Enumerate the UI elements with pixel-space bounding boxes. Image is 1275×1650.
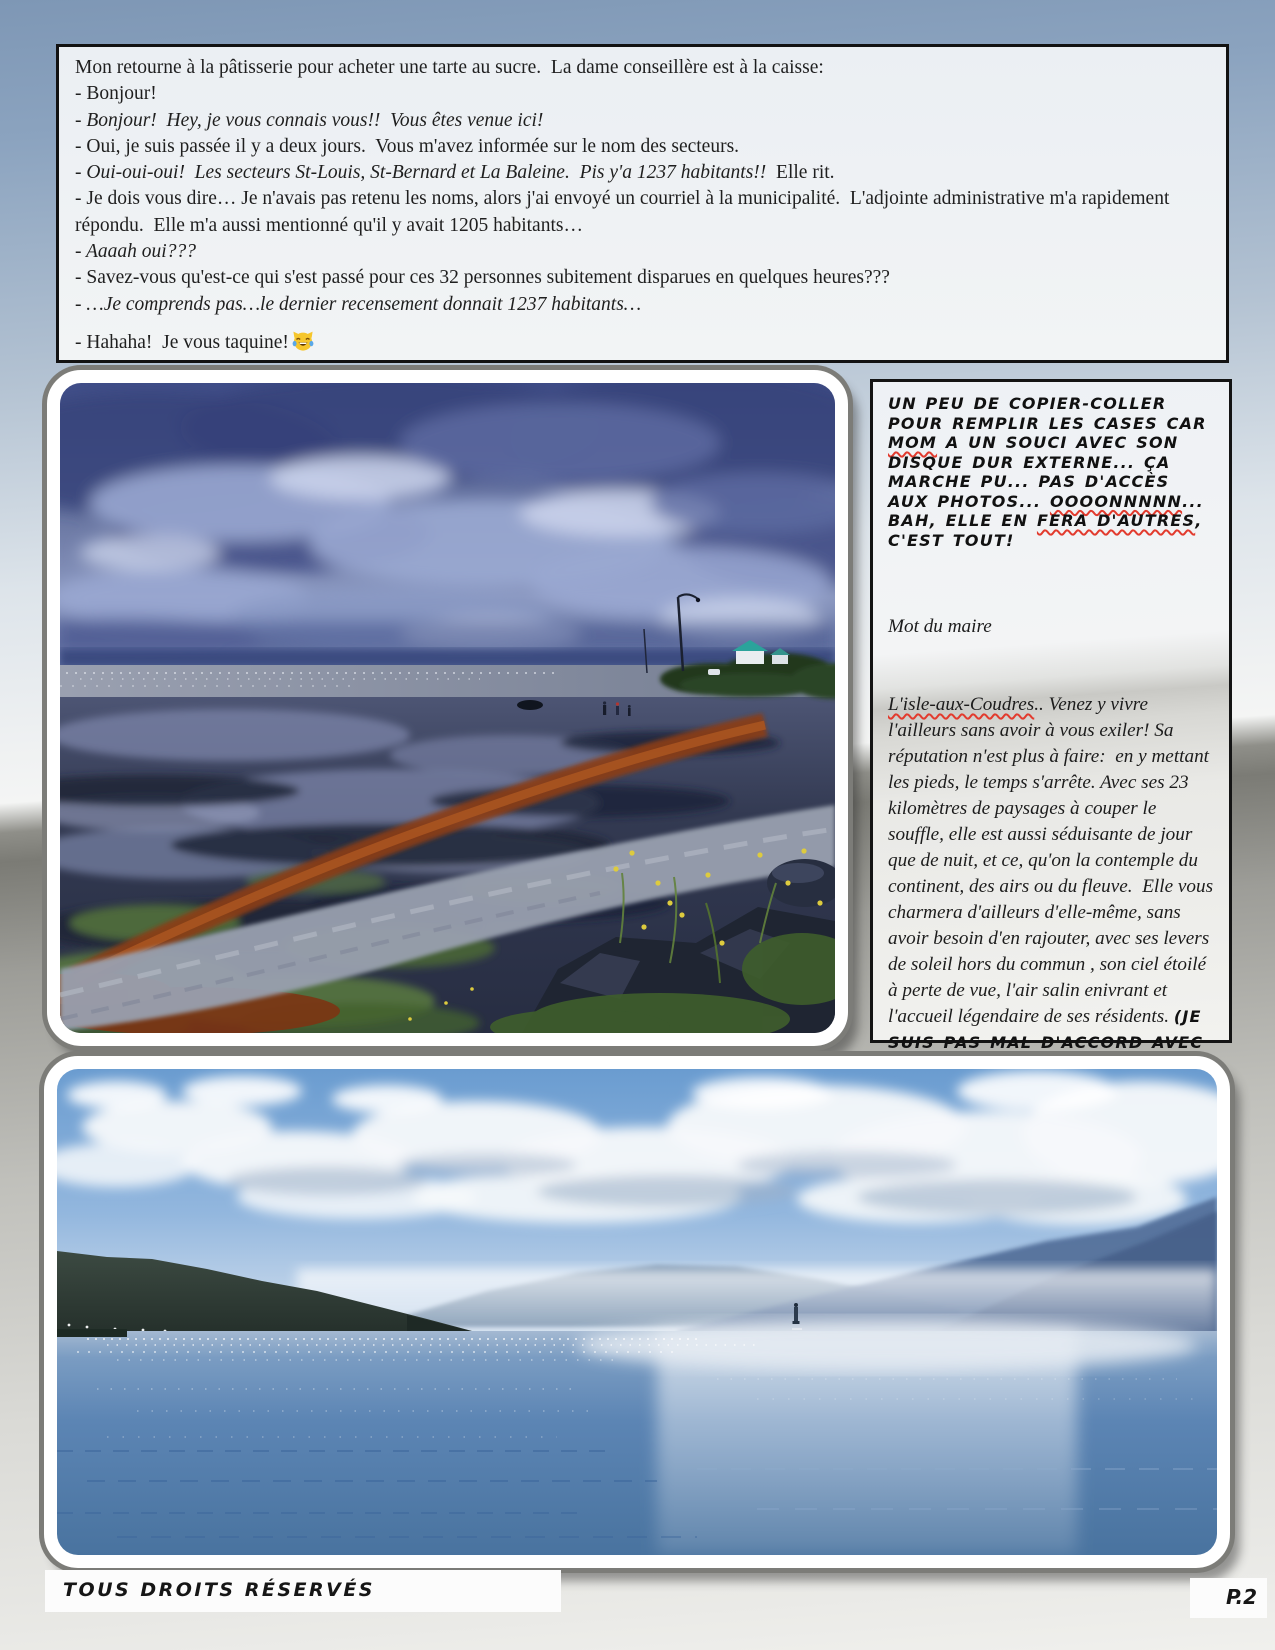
shore-photo-image <box>60 383 835 1033</box>
mayor-aside-comment: (JE SUIS PAS MAL D'ACCORD AVEC <box>888 1007 1204 1052</box>
fjord-photo-image <box>57 1069 1217 1555</box>
copyright-label: TOUS DROITS RÉSERVÉS <box>45 1570 561 1612</box>
island-name: L'isle-aux-Coudres <box>888 694 1035 715</box>
fjord-seascape-photo <box>44 1056 1230 1568</box>
shore-low-tide-photo <box>47 370 848 1046</box>
dialogue-lines <box>75 55 1210 356</box>
dialogue-line: - Bonjour! Hey, je vous connais vous!! Vous êtes venue ici! <box>75 109 544 131</box>
fjord-photo-scene <box>57 1069 1217 1555</box>
cat-joy-emoji <box>291 329 315 353</box>
mayor-word-section <box>888 562 1218 1135</box>
dialogue-line: - Aaaah oui??? <box>75 241 196 263</box>
mayor-word-title: Mot du maire <box>888 616 992 637</box>
note-text: UN PEU DE COPIER-COLLER POUR REMPLIR LES CASES CAR MOM A UN SOUCI AVEC SON DISQUE DUR EXTERNE... ÇA MARCHE PU... PAS D'ACCÈS AUX PHOTOS... OOOONNNNN... BAH, ELLE EN FERA D'AUTRES, C'EST TOUT! <box>888 394 1207 550</box>
dialogue-line: - Bonjour! <box>75 83 157 105</box>
dialogue-line: - Savez-vous qu'est-ce qui s'est passé pour ces 32 personnes subitement disparues en quelques heures??? <box>75 267 890 289</box>
dialogue-line: - …Je comprends pas…le dernier recensement donnait 1237 habitants… <box>75 293 642 315</box>
dialogue-line: - Je dois vous dire… Je n'avais pas retenu les noms, alors j'ai envoyé un courriel à la municipalité. L'adjointe administrative m'a rapidement répondu. Elle m'a aussi mentionné qu'il y avait 1205 habitants… <box>75 188 1175 236</box>
shore-photo-scene <box>60 383 835 1033</box>
dialogue-line: - Oui-oui-oui! Les secteurs St-Louis, St-Bernard et La Baleine. Pis y'a 1237 habitants!! Elle rit. <box>75 162 835 184</box>
page-number: P.2 <box>1190 1578 1267 1618</box>
dialogue-line: - Hahaha! Je vous taquine! <box>75 329 1210 356</box>
dialogue-box <box>56 44 1229 363</box>
dialogue-line: Mon retourne à la pâtisserie pour acheter une tarte au sucre. La dame conseillère est à la caisse: <box>75 57 824 78</box>
dialogue-line: - Oui, je suis passée il y a deux jours. Vous m'avez informée sur le nom des secteurs. <box>75 135 740 157</box>
mayor-body: L'isle-aux-Coudres.. Venez y vivre l'ailleurs sans avoir à vous exiler! Sa réputation n'est plus à faire: en y mettant les pieds, le temps s'arrête. Avec ses 23 kilomètres de paysages à couper le souffle, elle est aussi séduisante de jour que de nuit, et ce, qu'on la contemple du continent, des airs ou du fleuve. Elle vous charmera d'ailleurs d'elle-même, sans avoir besoin d'en rajouter, avec ses levers de soleil hors du commun , son ciel étoilé à perte de vue, l'air salin enivrant et l'accueil légendaire de ses résidents. (JE SUIS PAS MAL D'ACCORD AVEC <box>888 692 1214 1083</box>
note-box <box>870 379 1232 1052</box>
